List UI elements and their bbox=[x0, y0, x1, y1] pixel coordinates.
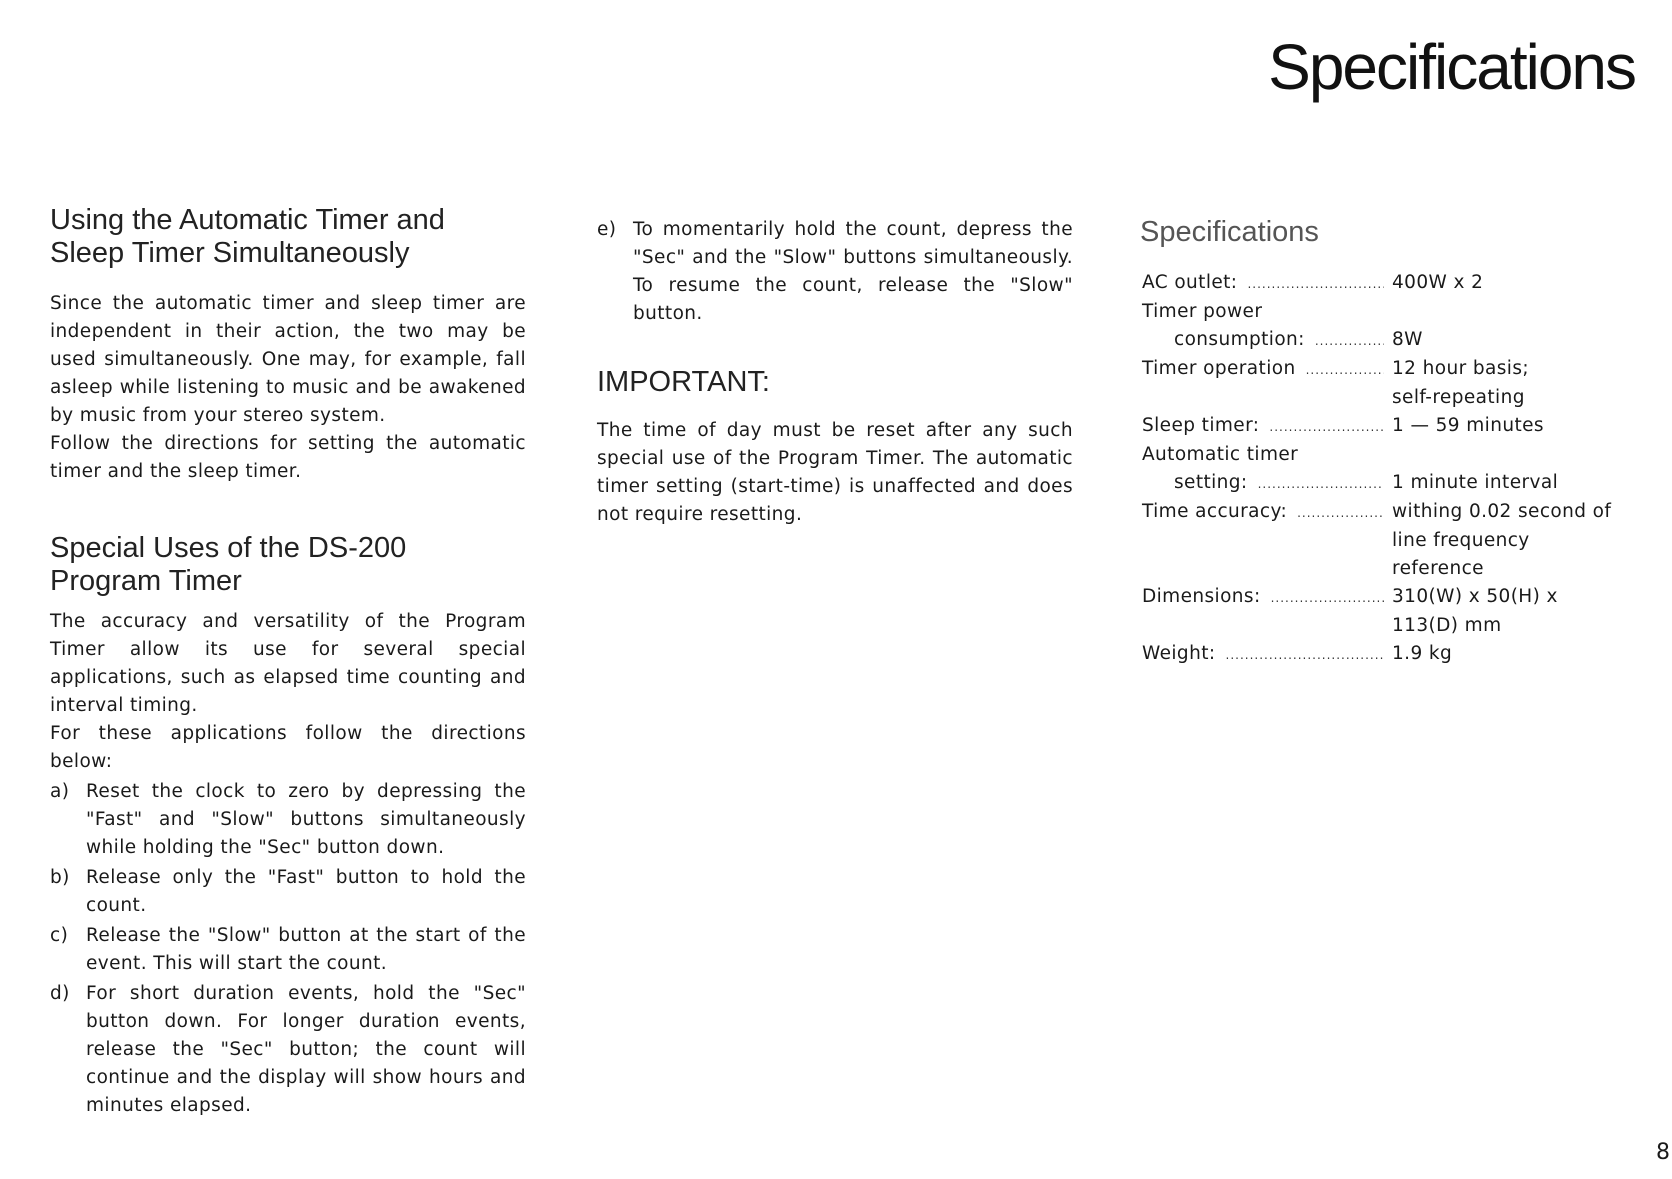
leader-dots bbox=[1226, 640, 1385, 669]
list-marker: a) bbox=[50, 781, 70, 802]
page-number: 8 bbox=[1656, 1140, 1670, 1165]
list-text: Release only the "Fast" button to hold the count. bbox=[86, 867, 526, 916]
paragraph: The accuracy and versatility of the Program Timer allow its use for several special applications, such as elapsed time counting and interval timing. bbox=[50, 611, 526, 716]
spec-row-sleep bbox=[1142, 412, 1642, 441]
section-heading bbox=[50, 532, 526, 598]
spec-row-accuracy bbox=[1142, 498, 1642, 527]
leader-dots bbox=[1297, 498, 1384, 527]
spec-row-power bbox=[1142, 298, 1642, 326]
spec-value: 1.9 kg bbox=[1392, 643, 1453, 664]
heading-line: Sleep Timer Simultaneously bbox=[50, 237, 410, 269]
section-heading: IMPORTANT: bbox=[597, 366, 770, 398]
spec-label: Dimensions: bbox=[1142, 586, 1261, 607]
section-continued bbox=[597, 216, 1073, 330]
list-marker: e) bbox=[597, 219, 617, 240]
spec-value: 400W x 2 bbox=[1392, 272, 1484, 293]
list-text: Reset the clock to zero by depressing the "Fast" and "Slow" buttons simultaneously while holding the "Sec" button down. bbox=[86, 781, 526, 858]
list-text: Release the "Slow" button at the start of the event. This will start the count. bbox=[86, 925, 526, 974]
list-marker: b) bbox=[50, 867, 70, 888]
list-text: For short duration events, hold the "Sec" button down. For longer duration events, release the "Sec" button; the count will continue and the display will show hours and minutes elapsed. bbox=[86, 983, 526, 1116]
heading-line: Special Uses of the DS-200 bbox=[50, 532, 407, 564]
list-item bbox=[50, 922, 526, 978]
paragraph: Follow the directions for setting the automatic timer and the sleep timer. bbox=[50, 433, 526, 482]
section-heading bbox=[50, 204, 526, 270]
spec-value: 8W bbox=[1392, 329, 1423, 350]
spec-value: 1 — 59 minutes bbox=[1392, 415, 1544, 436]
leader-dots bbox=[1247, 269, 1384, 298]
spec-row-dimensions bbox=[1142, 583, 1642, 612]
spec-row-power-cont bbox=[1142, 326, 1642, 355]
list-text: To momentarily hold the count, depress the "Sec" and the "Slow" buttons simultaneously. To resume the count, release the "Slow" button. bbox=[633, 219, 1073, 324]
specs-heading: Specifications bbox=[1140, 216, 1319, 248]
spec-row-weight bbox=[1142, 640, 1642, 669]
spec-value: 310(W) x 50(H) x bbox=[1392, 586, 1558, 607]
list-item bbox=[50, 864, 526, 920]
page-title: Specifications bbox=[1268, 31, 1635, 103]
paragraph: For these applications follow the directions below: bbox=[50, 723, 526, 772]
leader-dots bbox=[1315, 326, 1384, 355]
section-important bbox=[597, 366, 1073, 529]
spec-label: setting: bbox=[1174, 472, 1248, 493]
spec-row-auto bbox=[1142, 441, 1642, 469]
spec-label: Automatic timer bbox=[1142, 444, 1299, 465]
spec-label: Sleep timer: bbox=[1142, 415, 1260, 436]
spec-value-cont: line frequency bbox=[1392, 530, 1530, 551]
spec-value: withing 0.02 second of bbox=[1392, 501, 1612, 522]
specs-table bbox=[1142, 269, 1642, 669]
section-special-uses bbox=[50, 532, 526, 1122]
spec-value: 1 minute interval bbox=[1392, 472, 1559, 493]
spec-value: 12 hour basis; bbox=[1392, 358, 1530, 379]
spec-label: Timer operation bbox=[1142, 358, 1296, 379]
spec-label: Timer power bbox=[1142, 301, 1263, 322]
spec-value-cont: 113(D) mm bbox=[1392, 615, 1502, 636]
spec-value-cont: self-repeating bbox=[1392, 387, 1525, 408]
paragraph: The time of day must be reset after any such special use of the Program Timer. The automatic timer setting (start-time) is unaffected and does not require resetting. bbox=[597, 420, 1073, 525]
leader-dots bbox=[1258, 469, 1384, 498]
spec-label: Weight: bbox=[1142, 643, 1216, 664]
list-item bbox=[50, 778, 526, 862]
spec-label: AC outlet: bbox=[1142, 272, 1238, 293]
heading-line: Program Timer bbox=[50, 565, 242, 597]
heading-line: Using the Automatic Timer and bbox=[50, 204, 445, 236]
list-marker: c) bbox=[50, 925, 69, 946]
list-item bbox=[597, 216, 1073, 328]
spec-row-ac bbox=[1142, 269, 1642, 298]
list-item bbox=[50, 980, 526, 1120]
spec-value-cont: reference bbox=[1392, 558, 1484, 579]
leader-dots bbox=[1271, 583, 1384, 612]
paragraph: Since the automatic timer and sleep timer are independent in their action, the two may be used simultaneously. One may, for example, fall asleep while listening to music and be awakened by music from your stereo system. bbox=[50, 293, 526, 426]
leader-dots bbox=[1306, 355, 1384, 384]
spec-label: Time accuracy: bbox=[1142, 501, 1288, 522]
spec-row-operation bbox=[1142, 355, 1642, 384]
spec-label: consumption: bbox=[1174, 329, 1305, 350]
section-automatic-sleep bbox=[50, 204, 526, 486]
leader-dots bbox=[1269, 412, 1384, 441]
spec-row-auto-cont bbox=[1142, 469, 1642, 498]
list-marker: d) bbox=[50, 983, 70, 1004]
